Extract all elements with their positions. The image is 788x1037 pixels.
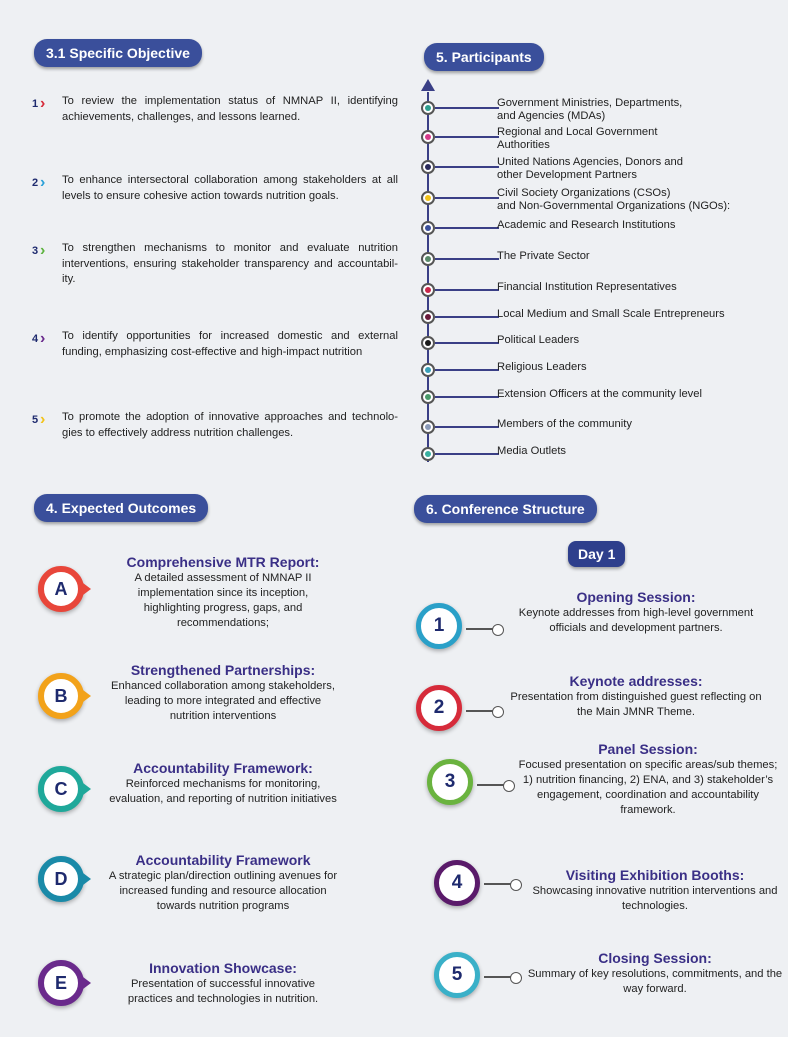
session-body: Summary of key resolutions, commitments, and the way forward. [527, 968, 783, 995]
objective-text: To identify opportunities for increased domestic and external funding, emphasizing cost-effective and high-impact nutrition [62, 330, 398, 358]
timeline-dot-icon [421, 252, 435, 266]
session-heading: Closing Session: [598, 950, 712, 966]
session-number-badge: 5 [434, 952, 480, 998]
session-item [518, 740, 778, 818]
outcome-item [108, 662, 338, 724]
outcome-item [108, 852, 338, 914]
participants-header: 5. Participants [424, 43, 544, 71]
session-heading: Keynote addresses: [569, 673, 703, 689]
session-number-badge: 3 [427, 759, 473, 805]
timeline-arrow-icon [421, 79, 435, 91]
timeline-connector [435, 316, 499, 318]
outcome-heading: Accountability Framework: [133, 760, 313, 776]
timeline-connector [435, 107, 499, 109]
participant-label: United Nations Agencies, Donors and other Development Partners [497, 156, 683, 181]
conference-structure-header: 6. Conference Structure [414, 495, 597, 523]
session-connector [466, 628, 496, 630]
participant-label: Civil Society Organizations (CSOs) and Non-Governmental Organizations (NGOs): [497, 187, 731, 212]
timeline-connector [435, 342, 499, 344]
timeline-dot-icon [421, 336, 435, 350]
outcome-letter-badge: A [38, 566, 84, 612]
session-body: Focused presentation on specific areas/sub themes; 1) nutrition financing, 2) ENA, and 3) stakeholder’s engagement, coordination and accountability framework. [518, 759, 778, 816]
timeline-connector [435, 289, 499, 291]
chevron-right-icon: › [40, 174, 46, 191]
outcome-letter-badge: E [38, 960, 84, 1006]
timeline-dot-icon [421, 221, 435, 235]
objective-text: To review the implementation status of NMNAP II, identifying achievements, challenges, and lessons learned. [62, 95, 398, 123]
session-connector [484, 976, 514, 978]
session-item [506, 672, 766, 720]
outcome-body: A detailed assessment of NMNAP II implementation since its inception, highlighting progress, gaps, and recommendations; [134, 572, 312, 629]
outcome-body: Reinforced mechanisms for monitoring, evaluation, and reporting of nutrition initiatives [109, 778, 337, 805]
outcome-heading: Comprehensive MTR Report: [126, 554, 320, 570]
timeline-connector [435, 197, 499, 199]
outcome-body: A strategic plan/direction outlining avenues for increased funding and resource allocation towards nutrition programs [108, 870, 338, 912]
timeline-connector [435, 136, 499, 138]
outcome-letter-badge: D [38, 856, 84, 902]
session-connector [466, 710, 496, 712]
objective-text: To promote the adoption of innovative approaches and technolo-gies to effectively address nutrition challenges. [62, 411, 398, 439]
session-heading: Visiting Exhibition Booths: [565, 867, 745, 883]
day-badge: Day 1 [568, 541, 625, 567]
expected-outcomes-header: 4. Expected Outcomes [34, 494, 208, 522]
session-connector [477, 784, 507, 786]
session-item [506, 588, 766, 636]
objective-number: 2 [32, 177, 39, 189]
session-number-badge: 1 [416, 603, 462, 649]
session-heading: Opening Session: [576, 589, 696, 605]
timeline-connector [435, 369, 499, 371]
outcome-heading: Innovation Showcase: [149, 960, 297, 976]
timeline-dot-icon [421, 310, 435, 324]
timeline-connector [435, 453, 499, 455]
session-number-badge: 4 [434, 860, 480, 906]
chevron-right-icon: › [40, 411, 46, 428]
participant-label: Political Leaders [497, 334, 580, 346]
session-body: Presentation from distinguished guest reflecting on the Main JMNR Theme. [510, 691, 762, 718]
outcome-letter-badge: B [38, 673, 84, 719]
participant-label: The Private Sector [497, 250, 590, 262]
timeline-connector [435, 426, 499, 428]
outcome-item [108, 960, 338, 1007]
timeline-dot-icon [421, 390, 435, 404]
outcome-body: Presentation of successful innovative practices and technologies in nutrition. [127, 978, 319, 1005]
outcome-item [108, 760, 338, 807]
timeline-connector [435, 258, 499, 260]
chevron-right-icon: › [40, 95, 46, 112]
objective-number: 3 [32, 245, 39, 257]
participant-label: Financial Institution Representatives [497, 281, 677, 293]
timeline-dot-icon [421, 130, 435, 144]
participant-label: Academic and Research Institutions [497, 219, 676, 231]
timeline-connector [435, 166, 499, 168]
objective-text: To enhance intersectoral collaboration among stakeholders at all levels to ensure cohesive action towards nutrition goals. [62, 174, 398, 202]
timeline-dot-icon [421, 420, 435, 434]
session-body: Showcasing innovative nutrition interventions and technologies. [532, 885, 778, 912]
outcome-letter-badge: C [38, 766, 84, 812]
participant-label: Local Medium and Small Scale Entrepreneurs [497, 308, 725, 320]
session-connector [484, 883, 514, 885]
participant-label: Government Ministries, Departments, and Agencies (MDAs) [497, 97, 683, 122]
outcome-heading: Accountability Framework [135, 852, 311, 868]
chevron-right-icon: › [40, 242, 46, 259]
outcome-body: Enhanced collaboration among stakeholders, leading to more integrated and effective nutrition interventions [111, 680, 335, 722]
outcome-heading: Strengthened Partnerships: [130, 662, 316, 678]
specific-objective-header: 3.1 Specific Objective [34, 39, 202, 67]
timeline-dot-icon [421, 363, 435, 377]
participant-label: Members of the community [497, 418, 632, 430]
timeline-line [427, 92, 429, 462]
session-number-badge: 2 [416, 685, 462, 731]
timeline-connector [435, 227, 499, 229]
objective-number: 4 [32, 333, 39, 345]
objective-number: 1 [32, 98, 39, 110]
timeline-connector [435, 396, 499, 398]
participant-label: Media Outlets [497, 445, 567, 457]
chevron-right-icon: › [40, 330, 46, 347]
session-body: Keynote addresses from high-level government officials and development partners. [518, 607, 754, 634]
timeline-dot-icon [421, 447, 435, 461]
objective-number: 5 [32, 414, 39, 426]
timeline-dot-icon [421, 191, 435, 205]
objective-text: To strengthen mechanisms to monitor and evaluate nutrition interventions, ensuring stakeholder transparency and accountabil-ity. [62, 242, 398, 285]
participant-label: Regional and Local Government Authorities [497, 126, 658, 151]
timeline-dot-icon [421, 160, 435, 174]
participant-label: Religious Leaders [497, 361, 587, 373]
outcome-item [108, 554, 338, 631]
timeline-dot-icon [421, 101, 435, 115]
timeline-dot-icon [421, 283, 435, 297]
session-item [525, 949, 785, 997]
session-heading: Panel Session: [598, 741, 698, 757]
participant-label: Extension Officers at the community level [497, 388, 702, 400]
session-item [525, 866, 785, 914]
